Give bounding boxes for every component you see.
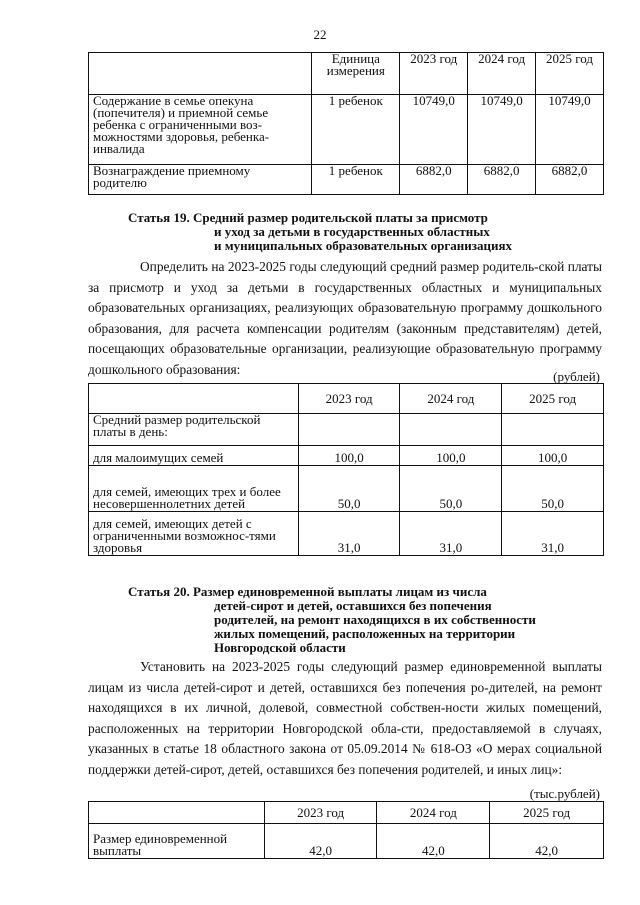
row-label: Размер единовременной выплаты [89, 824, 265, 859]
table-header-cell: 2025 год [502, 384, 604, 414]
cell-2025: 100,0 [502, 446, 604, 466]
heading-line: Статья 20. Размер единовременной выплаты лицам из числа [128, 584, 487, 599]
table-header-cell [89, 384, 299, 414]
article-20-text: Установить на 2023-2025 годы следующий размер единовременной выплаты лицам из числа детей-сирот и детей, оставшихся без попечения ро-дителей, на ремонт находящихся в их личной, долевой, совместной собствен-ности жилых помещений, расположенных на территории Новгородской обла-сти, предоставляемой в случаях, указанных в статье 18 областного закона от 05.09.2014 № 618-ОЗ «О мерах социальной поддержки детей-сирот, детей, оставшихся без попечения родителей, и иных лиц»: [88, 659, 602, 777]
table-header-cell: 2024 год [400, 384, 502, 414]
empty-cell [502, 414, 604, 446]
heading-line: Новгородской области [214, 640, 346, 655]
table-row [89, 165, 604, 195]
article-20-heading [128, 585, 598, 655]
cell-2025: 31,0 [502, 512, 604, 556]
cell-2024: 100,0 [400, 446, 502, 466]
heading-line: родителей, на ремонт находящихся в их собственности [214, 612, 536, 627]
table-row [89, 466, 604, 512]
cell-2024: 42,0 [377, 824, 490, 859]
table-header-cell [89, 802, 265, 824]
table-row [89, 512, 604, 556]
cell-2025: 10749,0 [536, 95, 604, 165]
table-header-cell: 2023 год [264, 802, 377, 824]
table-header-row [89, 384, 604, 414]
heading-line: и муниципальных образовательных организациях [214, 238, 513, 253]
article-19-heading [128, 211, 598, 253]
cell-2024: 6882,0 [468, 165, 536, 195]
row-label: для семей, имеющих трех и более несовершеннолетних детей [89, 466, 299, 512]
article-19-text: Определить на 2023-2025 годы следующий средний размер родитель-ской платы за присмотр и уход за детьми в государственных областных и муниципальных образовательных организациях, реализующих образовательную программу дошкольного образования, для расчета компенсации родителям (законным представителям) детей, посещающих образовательные организации, реализующие образовательную программу дошкольного образования: [88, 259, 602, 377]
table-row [89, 446, 604, 466]
table-header-cell: 2024 год [468, 53, 536, 95]
cell-2023: 31,0 [298, 512, 400, 556]
unit-note-rubles: (рублей) [553, 369, 600, 384]
cell-2023: 10749,0 [400, 95, 468, 165]
empty-cell [298, 414, 400, 446]
heading-line: жилых помещений, расположенных на территории [214, 626, 516, 641]
table-row [89, 824, 604, 859]
row-label: для семей, имеющих детей с ограниченными возможнос-тями здоровья [89, 512, 299, 556]
cell-2024: 50,0 [400, 466, 502, 512]
table-header-row [89, 53, 604, 95]
row-unit: 1 ребенок [312, 95, 400, 165]
heading-line: детей-сирот и детей, оставшихся без попечения [214, 598, 492, 613]
table-header-cell [89, 53, 312, 95]
heading-line: Статья 19. Средний размер родительской платы за присмотр [128, 210, 488, 225]
table-allowances [88, 52, 604, 195]
cell-2025: 6882,0 [536, 165, 604, 195]
cell-2023: 100,0 [298, 446, 400, 466]
table-header-cell: 2025 год [536, 53, 604, 95]
cell-2023: 50,0 [298, 466, 400, 512]
table-group-row [89, 414, 604, 446]
page-number: 22 [313, 27, 327, 42]
table-row [89, 95, 604, 165]
table-header-cell: 2023 год [400, 53, 468, 95]
table-header-cell: 2025 год [490, 802, 604, 824]
table-header-cell: Единица измерения [312, 53, 400, 95]
row-unit: 1 ребенок [312, 165, 400, 195]
table-one-time-payment [88, 801, 604, 859]
heading-line: и уход за детьми в государственных областных [214, 224, 490, 239]
cell-2023: 42,0 [264, 824, 377, 859]
table-header-cell: 2023 год [298, 384, 400, 414]
cell-2025: 50,0 [502, 466, 604, 512]
table-header-cell: 2024 год [377, 802, 490, 824]
row-label: Содержание в семье опекуна (попечителя) и приемной семье ребенка с ограниченными воз-можностями здоровья, ребенка-инвалида [89, 95, 312, 165]
row-label: для малоимущих семей [89, 446, 299, 466]
cell-2023: 6882,0 [400, 165, 468, 195]
table-header-row [89, 802, 604, 824]
cell-2024: 10749,0 [468, 95, 536, 165]
empty-cell [400, 414, 502, 446]
unit-note-thousand-rubles: (тыс.рублей) [529, 786, 600, 801]
group-label: Средний размер родительской платы в день: [89, 414, 299, 446]
cell-2025: 42,0 [490, 824, 604, 859]
row-label: Вознаграждение приемному родителю [89, 165, 312, 195]
table-parent-fee [88, 383, 604, 556]
cell-2024: 31,0 [400, 512, 502, 556]
